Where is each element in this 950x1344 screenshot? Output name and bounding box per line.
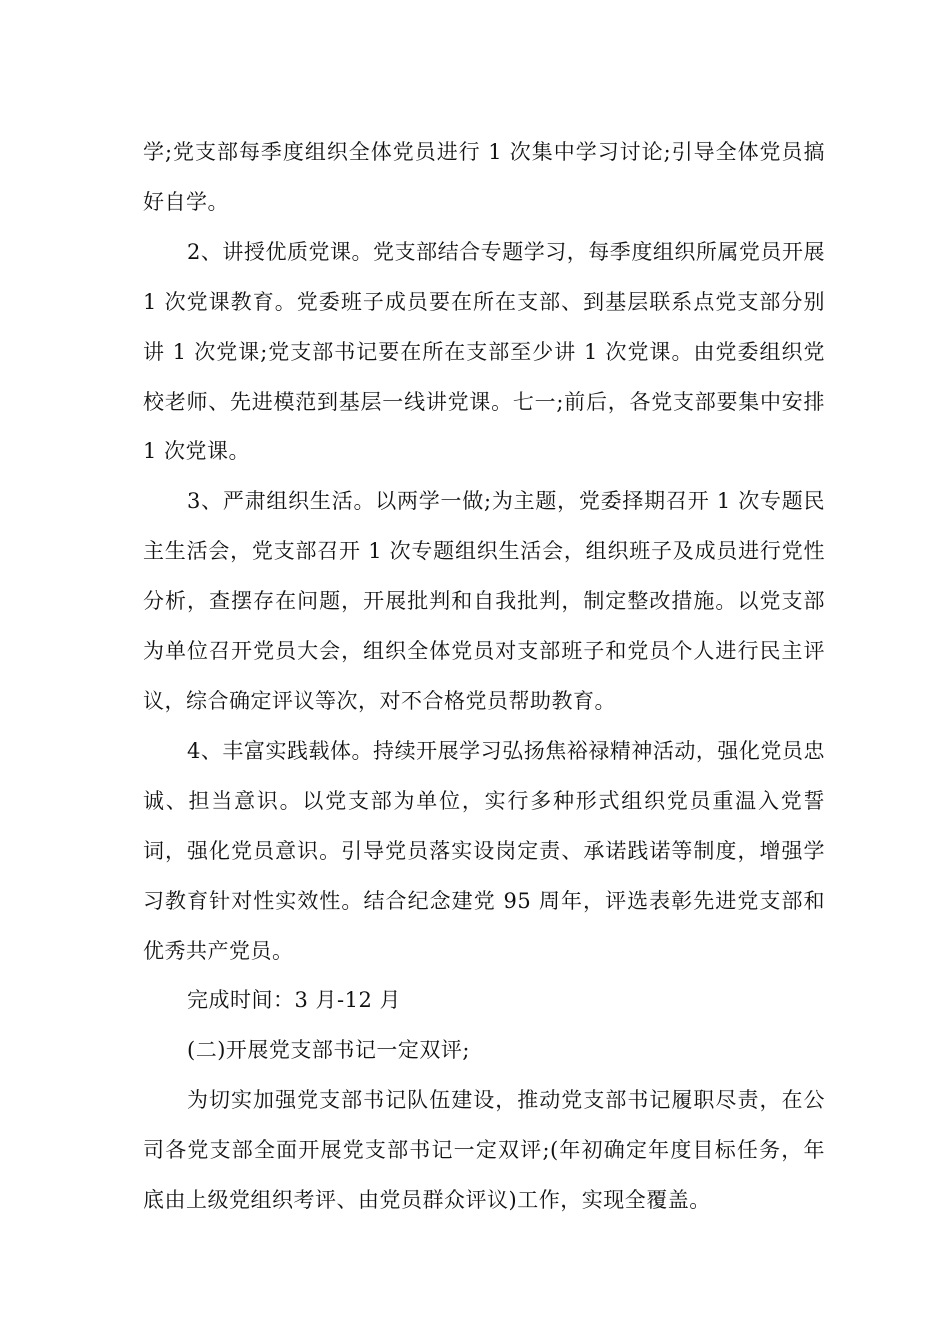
paragraph-6: (二)开展党支部书记一定双评; (187, 1038, 470, 1063)
paragraph-5: 完成时间：3 月-12 月 (187, 988, 402, 1013)
paragraph-2: 2、讲授优质党课。党支部结合专题学习，每季度组织所属党员开展 1 次党课教育。党委班子成员要在所在支部、到基层联系点党支部分别讲 1 次党课;党支部书记要在所在支部至少讲 1 次党课。由党委组织党校老师、先进模范到基层一线讲党课。七一;前后，各党支部要集中安排 1 次党课。 (143, 239, 825, 464)
paragraph-7: 为切实加强党支部书记队伍建设，推动党支部书记履职尽责，在公司各党支部全面开展党支部书记一定双评;(年初确定年度目标任务，年底由上级党组织考评、由党员群众评议)工作，实现全覆盖。 (143, 1088, 825, 1213)
document-body (143, 128, 825, 1226)
paragraph-1: 学;党支部每季度组织全体党员进行 1 次集中学习讨论;引导全体党员搞好自学。 (143, 140, 825, 214)
paragraph-3: 3、严肃组织生活。以两学一做;为主题，党委择期召开 1 次专题民主生活会，党支部召开 1 次专题组织生活会，组织班子及成员进行党性分析，查摆存在问题，开展批判和自我批判，制定整改措施。以党支部为单位召开党员大会，组织全体党员对支部班子和党员个人进行民主评议，综合确定评议等次，对不合格党员帮助教育。 (143, 489, 825, 713)
paragraph-4: 4、丰富实践载体。持续开展学习弘扬焦裕禄精神活动，强化党员忠诚、担当意识。以党支部为单位，实行多种形式组织党员重温入党誓词，强化党员意识。引导党员落实设岗定责、承诺践诺等制度，增强学习教育针对性实效性。结合纪念建党 95 周年，评选表彰先进党支部和优秀共产党员。 (143, 738, 825, 963)
